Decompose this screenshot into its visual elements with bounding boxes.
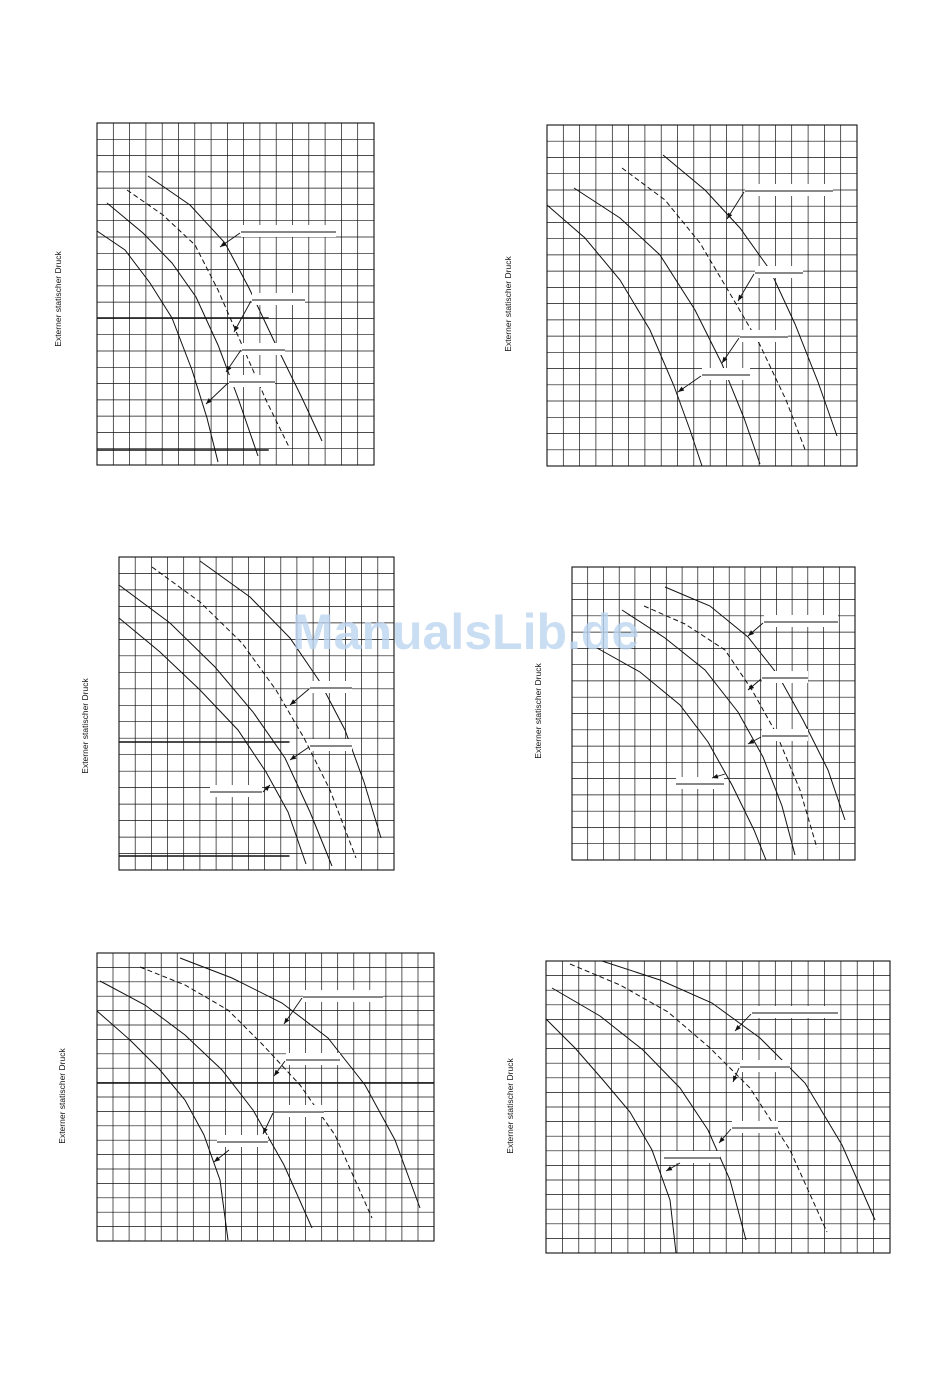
fan-curve-2 bbox=[552, 988, 746, 1240]
fan-curve-4 bbox=[148, 176, 322, 441]
chart-1-frame bbox=[97, 123, 374, 465]
callout-label-box bbox=[755, 266, 803, 278]
fan-curve-1 bbox=[597, 648, 766, 860]
chart-3-y-axis-label: Externer statischer Druck bbox=[80, 678, 90, 774]
watermark: ManualsLib.de bbox=[292, 604, 640, 660]
fan-curve-4 bbox=[602, 961, 875, 1220]
callout-label-box bbox=[762, 729, 808, 741]
callout-arrowhead bbox=[234, 326, 239, 332]
chart-6 bbox=[546, 961, 890, 1253]
chart-1-grid bbox=[97, 123, 374, 465]
callout-arrowhead bbox=[274, 1070, 279, 1076]
callout-label-box bbox=[740, 330, 788, 342]
callout-label-box bbox=[745, 184, 833, 196]
chart-2-frame bbox=[547, 125, 857, 466]
callout-label-box bbox=[274, 1105, 324, 1117]
fan-curve-3 bbox=[622, 168, 806, 452]
chart-5-grid bbox=[97, 953, 434, 1241]
callout-label-box bbox=[702, 368, 750, 380]
callout-label-box bbox=[252, 293, 305, 305]
callout-arrowhead bbox=[738, 295, 743, 301]
callout-label-box bbox=[732, 1121, 778, 1133]
chart-5-y-axis-label: Externer statischer Druck bbox=[57, 1048, 67, 1144]
fan-curve-3 bbox=[140, 967, 372, 1218]
callout-label-box bbox=[286, 1053, 340, 1065]
fan-curve-3 bbox=[570, 964, 827, 1232]
callout-label-box bbox=[217, 1135, 268, 1147]
fan-curve-1 bbox=[97, 231, 218, 462]
callout-label-box bbox=[740, 1060, 790, 1072]
callout-arrowhead bbox=[284, 1018, 289, 1024]
fan-curve-2 bbox=[574, 188, 760, 464]
chart-4-y-axis-label: Externer statischer Druck bbox=[533, 663, 543, 759]
callout-label-box bbox=[310, 739, 352, 751]
callout-label-box bbox=[676, 777, 724, 789]
callout-label-box bbox=[303, 990, 383, 1002]
fan-curve-2 bbox=[100, 981, 312, 1228]
callout-label-box bbox=[229, 375, 275, 387]
fan-curve-4 bbox=[663, 155, 837, 436]
callout-arrowhead bbox=[733, 1076, 738, 1082]
callout-arrowhead bbox=[263, 1128, 268, 1134]
callout-label-box bbox=[210, 785, 262, 797]
fan-curve-1 bbox=[547, 205, 702, 466]
callout-label-box bbox=[310, 681, 352, 693]
callout-arrowhead bbox=[220, 242, 226, 247]
callout-label-box bbox=[664, 1151, 720, 1163]
chart-2 bbox=[547, 125, 857, 466]
callout-label-box bbox=[241, 225, 336, 237]
chart-1 bbox=[97, 123, 374, 465]
chart-1-y-axis-label: Externer statischer Druck bbox=[53, 251, 63, 347]
callout-label-box bbox=[762, 671, 808, 683]
callout-label-box bbox=[242, 343, 285, 355]
chart-2-y-axis-label: Externer statischer Druck bbox=[503, 256, 513, 352]
callout-arrowhead bbox=[226, 366, 231, 372]
callout-arrowhead bbox=[712, 774, 718, 779]
callout-label-box bbox=[752, 1006, 838, 1018]
chart-5 bbox=[97, 953, 434, 1241]
chart-6-grid bbox=[546, 961, 890, 1253]
callout-arrowhead bbox=[290, 755, 296, 760]
chart-2-grid bbox=[547, 125, 857, 466]
callout-arrowhead bbox=[666, 1166, 672, 1171]
callout-arrowhead bbox=[678, 387, 684, 392]
fan-curve-1 bbox=[119, 618, 306, 864]
callout-label-box bbox=[764, 615, 838, 627]
chart-6-y-axis-label: Externer statischer Druck bbox=[505, 1058, 515, 1154]
